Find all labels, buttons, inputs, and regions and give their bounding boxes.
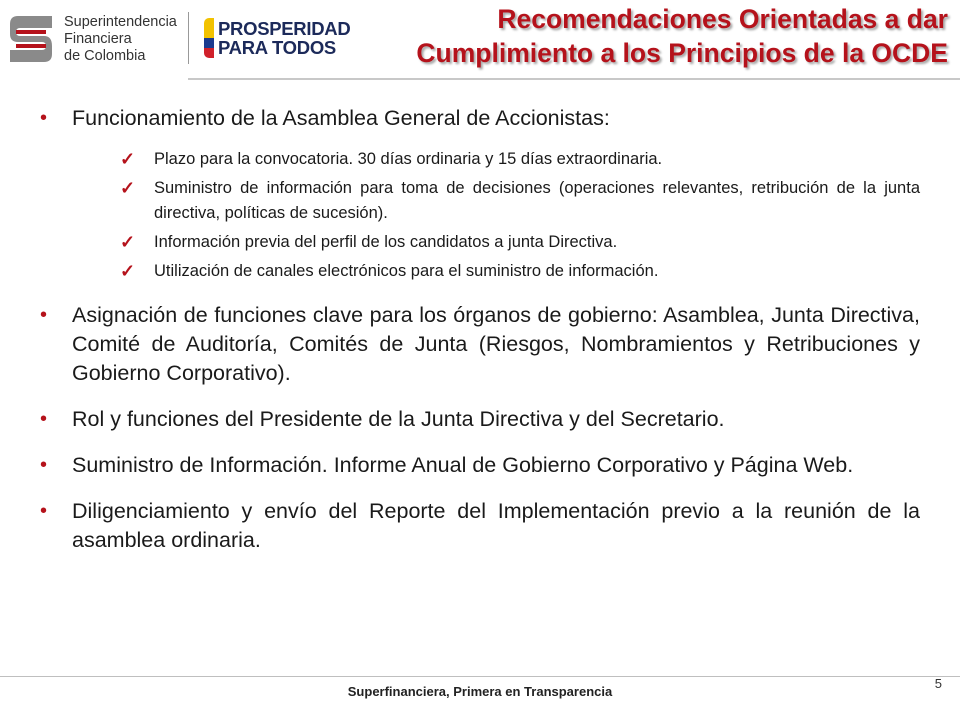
title-underline — [188, 78, 960, 80]
sub-item-text: Suministro de información para toma de decisiones (operaciones relevantes, retribución de la junta directiva, políticas de sucesión). — [154, 179, 920, 222]
bullet-item — [38, 497, 920, 555]
bullet-item — [38, 301, 920, 388]
pp-logo-line: PARA TODOS — [218, 37, 336, 58]
bullet-text: Suministro de Información. Informe Anual de Gobierno Corporativo y Página Web. — [72, 453, 854, 477]
bullet-item — [38, 451, 920, 480]
superfinanciera-logo — [6, 8, 196, 70]
bullet-dot-icon: • — [40, 454, 48, 476]
slide-title-line-1: Recomendaciones Orientadas a dar — [497, 4, 948, 34]
colombia-flag-icon — [204, 18, 214, 58]
logo-divider — [188, 12, 189, 64]
sub-item — [106, 230, 920, 255]
sub-item-text: Información previa del perfil de los candidatos a junta Directiva. — [154, 233, 618, 251]
superfinanciera-logo-text — [64, 14, 177, 65]
bullet-text: Funcionamiento de la Asamblea General de Accionistas: — [72, 106, 610, 130]
slide-title — [348, 2, 948, 70]
bullet-item — [38, 405, 920, 434]
bullet-dot-icon: • — [40, 107, 48, 129]
checkmark-icon: ✓ — [120, 149, 136, 169]
sfc-logo-line: Financiera — [64, 30, 132, 47]
prosperidad-logo-text — [218, 19, 350, 57]
bullet-text: Rol y funciones del Presidente de la Junta Directiva y del Secretario. — [72, 407, 725, 431]
sub-item — [106, 176, 920, 226]
bullet-dot-icon: • — [40, 304, 48, 326]
footer-tagline: Superfinanciera, Primera en Transparencia — [347, 684, 613, 699]
checkmark-icon: ✓ — [120, 232, 136, 252]
superfinanciera-s-logo-icon — [6, 14, 56, 64]
bullet-dot-icon: • — [40, 408, 48, 430]
sub-item-text: Utilización de canales electrónicos para el suministro de información. — [154, 262, 659, 280]
bullet-text: Asignación de funciones clave para los órganos de gobierno: Asamblea, Junta Directiva, Comité de Auditoría, Comités de Junta (Riesgos, Nombramientos y Retribuciones y Gobierno Corporativo). — [72, 303, 920, 385]
sub-list — [106, 147, 920, 284]
slide-title-line-2: Cumplimiento a los Principios de la OCDE — [416, 38, 948, 68]
sub-item-text: Plazo para la convocatoria. 30 días ordinaria y 15 días extraordinaria. — [154, 150, 663, 168]
bullet-item — [38, 104, 920, 284]
footer-divider — [0, 676, 960, 677]
page-number: 5 — [934, 676, 942, 691]
checkmark-icon: ✓ — [120, 178, 136, 198]
sfc-logo-line: de Colombia — [64, 47, 146, 64]
sfc-logo-line: Superintendencia — [64, 13, 177, 30]
prosperidad-logo — [204, 14, 354, 62]
sub-item — [106, 147, 920, 172]
bullet-text: Diligenciamiento y envío del Reporte del Implementación previo a la reunión de la asamblea ordinaria. — [72, 499, 920, 552]
bullet-dot-icon: • — [40, 500, 48, 522]
slide-content — [38, 104, 920, 572]
checkmark-icon: ✓ — [120, 261, 136, 281]
pp-logo-line: PROSPERIDAD — [218, 18, 351, 39]
sub-item — [106, 259, 920, 284]
